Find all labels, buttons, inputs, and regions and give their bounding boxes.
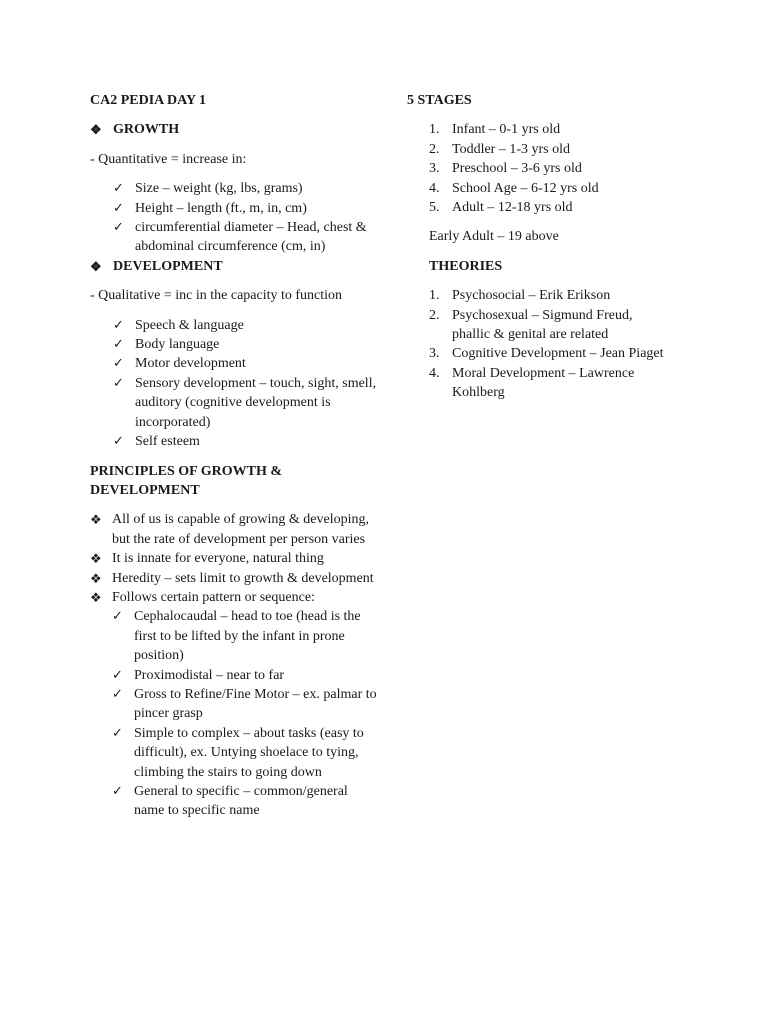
list-item <box>113 316 380 335</box>
diamond-bullet-icon: ❖ <box>90 551 102 567</box>
list-item <box>90 510 380 549</box>
stages-list <box>429 120 667 217</box>
list-number: 4. <box>429 365 440 381</box>
list-item <box>90 549 380 568</box>
check-icon: ✓ <box>113 337 124 353</box>
list-item <box>113 179 380 198</box>
list-item-text: School Age – 6-12 yrs old <box>452 180 599 196</box>
development-list <box>113 316 380 452</box>
check-icon: ✓ <box>113 356 124 372</box>
list-number: 1. <box>429 288 440 304</box>
check-icon: ✓ <box>112 667 123 683</box>
development-intro: - Qualitative = inc in the capacity to function <box>90 288 343 304</box>
list-number: 2. <box>429 141 440 157</box>
check-icon: ✓ <box>113 375 124 391</box>
development-heading-text: DEVELOPMENT <box>113 258 223 274</box>
growth-heading <box>90 120 380 139</box>
diamond-bullet-icon: ❖ <box>90 570 102 586</box>
list-number: 3. <box>429 346 440 362</box>
list-item <box>113 374 380 432</box>
check-icon: ✓ <box>112 686 123 702</box>
list-item-text: Cephalocaudal – head to toe (head is the first to be lifted by the infant in prone position) <box>134 609 361 664</box>
check-icon: ✓ <box>112 609 123 625</box>
list-item-text: Size – weight (kg, lbs, grams) <box>135 181 303 197</box>
list-item <box>113 354 380 373</box>
sequence-list <box>112 607 380 820</box>
list-item-text: Adult – 12-18 yrs old <box>452 200 573 216</box>
list-item-text: Proximodistal – near to far <box>134 667 285 683</box>
list-item-text: circumferential diameter – Head, chest & abdominal circumference (cm, in) <box>135 220 367 255</box>
list-item-text: Speech & language <box>135 317 244 333</box>
list-item-text: Psychosocial – Erik Erikson <box>452 288 611 304</box>
growth-intro: - Quantitative = increase in: <box>90 151 247 167</box>
list-item-text: Gross to Refine/Fine Motor – ex. palmar to pincer grasp <box>134 686 377 722</box>
right-column <box>407 91 667 403</box>
list-item-text: Heredity – sets limit to growth & development <box>112 570 374 586</box>
list-item <box>112 782 380 821</box>
list-item-text: Psychosexual – Sigmund Freud, phallic & genital are related <box>452 307 633 343</box>
growth-list <box>113 179 380 257</box>
list-item-text: Sensory development – touch, sight, smell, auditory (cognitive development is incorporated) <box>135 375 377 430</box>
theories-heading: THEORIES <box>429 258 503 274</box>
list-item-text: Motor development <box>135 356 246 372</box>
list-item-text: Toddler – 1-3 yrs old <box>452 141 571 157</box>
diamond-bullet-icon: ❖ <box>90 512 102 528</box>
list-item <box>429 344 667 363</box>
growth-heading-text: GROWTH <box>113 122 180 138</box>
list-item <box>429 159 667 178</box>
diamond-bullet-icon: ❖ <box>90 258 102 274</box>
check-icon: ✓ <box>112 725 123 741</box>
list-number: 4. <box>429 180 440 196</box>
left-column <box>90 91 380 821</box>
list-item <box>429 120 667 139</box>
diamond-bullet-icon: ❖ <box>90 122 102 138</box>
list-item <box>429 286 667 305</box>
list-item <box>429 306 667 345</box>
list-item <box>112 607 380 665</box>
list-item-text: Body language <box>135 337 220 353</box>
list-item-text: It is innate for everyone, natural thing <box>112 551 324 567</box>
list-item <box>90 569 380 588</box>
list-item-text: Moral Development – Lawrence Kohlberg <box>452 365 635 401</box>
list-item <box>112 724 380 782</box>
list-item <box>113 199 380 218</box>
list-item-text: Cognitive Development – Jean Piaget <box>452 346 664 362</box>
list-item-text: Infant – 0-1 yrs old <box>452 122 561 138</box>
list-item <box>112 666 380 685</box>
early-adult-note: Early Adult – 19 above <box>429 229 559 245</box>
list-number: 1. <box>429 122 440 138</box>
diamond-bullet-icon: ❖ <box>90 589 102 605</box>
list-item <box>429 140 667 159</box>
list-item <box>113 432 380 451</box>
list-item <box>113 218 380 257</box>
principles-heading: PRINCIPLES OF GROWTH & DEVELOPMENT <box>90 463 282 498</box>
list-item-text: Preschool – 3-6 yrs old <box>452 161 582 177</box>
check-icon: ✓ <box>113 317 124 333</box>
check-icon: ✓ <box>112 784 123 799</box>
list-number: 2. <box>429 307 440 323</box>
check-icon: ✓ <box>113 220 124 236</box>
list-item <box>429 364 667 403</box>
list-number: 5. <box>429 200 440 216</box>
list-item-text: Height – length (ft., m, in, cm) <box>135 200 307 216</box>
theories-list <box>429 286 667 402</box>
document-title: CA2 PEDIA DAY 1 <box>90 93 207 108</box>
list-item <box>90 588 380 821</box>
development-heading <box>90 257 380 276</box>
list-item <box>429 179 667 198</box>
stages-heading: 5 STAGES <box>407 93 472 108</box>
principles-list <box>90 510 380 821</box>
check-icon: ✓ <box>113 200 124 216</box>
list-item <box>113 335 380 354</box>
check-icon: ✓ <box>113 181 124 197</box>
list-item-text: Self esteem <box>135 434 200 450</box>
list-item-text: General to specific – common/general name to specific name <box>134 784 348 819</box>
check-icon: ✓ <box>113 434 124 450</box>
list-item <box>429 198 667 217</box>
list-number: 3. <box>429 161 440 177</box>
list-item-text: Follows certain pattern or sequence: <box>112 589 315 605</box>
list-item <box>112 685 380 724</box>
list-item-text: All of us is capable of growing & developing, but the rate of development per person varies <box>112 512 370 547</box>
list-item-text: Simple to complex – about tasks (easy to difficult), ex. Untying shoelace to tying, climbing the stairs to going down <box>134 725 364 780</box>
